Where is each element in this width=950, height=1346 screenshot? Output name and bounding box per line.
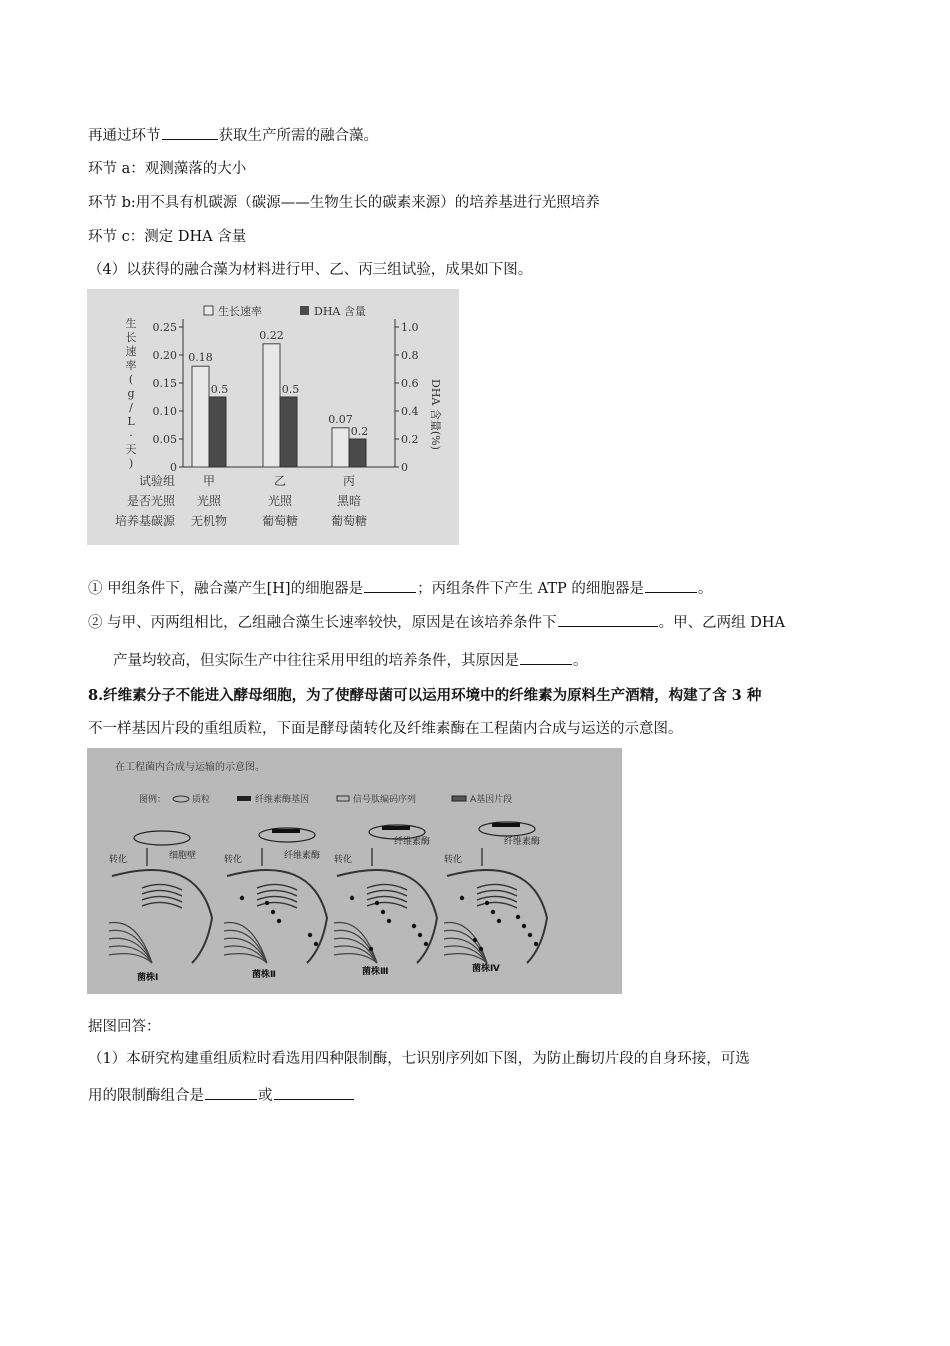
row-cell: 甲 — [202, 474, 216, 488]
bar-value-label: 0.5 — [281, 383, 300, 396]
row-header: 培养基碳源 — [114, 514, 175, 528]
arrow-label: 转化 — [109, 855, 128, 865]
row-header: 是否光照 — [126, 494, 175, 508]
text-line-sub1: （1）本研究构建重组质粒时看选用四种限制酶，七识别序列如下图，为防止酶切片段的自身环接，可选 — [88, 1051, 750, 1067]
bar-chart-figure — [87, 289, 459, 545]
answer-blank[interactable] — [645, 578, 697, 593]
text-line-8 — [113, 650, 588, 671]
enzyme-dot — [369, 947, 373, 951]
legend-item: 纤维素酶基因 — [255, 795, 310, 805]
cellulase-gene-icon — [382, 826, 410, 830]
row-cell: 光照 — [267, 494, 293, 508]
arrow-label: 转化 — [334, 855, 353, 865]
legend-item: 信号肽编码序列 — [353, 795, 417, 805]
bar-chart — [87, 289, 459, 545]
text: 或 — [258, 1088, 273, 1104]
arrow-label: 转化 — [224, 855, 243, 865]
text-line-6 — [88, 578, 712, 599]
text: ① 甲组条件下，融合藻产生[H]的细胞器是 — [88, 581, 364, 597]
enzyme-dot — [277, 919, 281, 923]
y-tick-label-right: 0.4 — [401, 405, 419, 418]
yeast-schematic-figure — [87, 748, 622, 994]
text: 产量均较高，但实际生产中往往采用甲组的培养条件，其原因是 — [113, 653, 519, 669]
y-axis-label-left-char: 长 — [125, 331, 137, 344]
bar-value-label: 0.18 — [188, 351, 213, 365]
cellulase-gene-icon — [272, 829, 300, 833]
panel-label: 菌株Ⅰ — [137, 973, 159, 983]
y-axis-label-left-char: 率 — [125, 359, 137, 372]
text-line-answer: 据图回答： — [88, 1019, 161, 1035]
question-8-line-1: 8.纤维素分子不能进入酵母细胞，为了使酵母菌可以运用环境中的纤维素为原料生产酒精，构建了含 3 种 — [88, 687, 762, 704]
enzyme-dot — [473, 938, 477, 942]
answer-blank[interactable] — [520, 650, 572, 665]
text-line-1 — [88, 125, 378, 146]
text-line-5: （4）以获得的融合藻为材料进行甲、乙、丙三组试验，成果如下图。 — [88, 262, 533, 278]
y-tick-label-left: 0.20 — [152, 349, 177, 362]
bar-value-label: 0.5 — [210, 383, 229, 396]
bar-dha-content — [280, 397, 297, 467]
text-line-4: 环节 c：测定 DHA 含量 — [88, 229, 247, 245]
panel-note: 纤维素酶 — [284, 851, 321, 861]
enzyme-dot — [240, 896, 244, 900]
row-cell: 葡萄糖 — [261, 514, 299, 528]
y-axis-label-left-char: / — [129, 401, 133, 414]
legend-label-growth: 生长速率 — [218, 305, 262, 318]
row-cell: 黑暗 — [336, 494, 362, 508]
text: ② 与甲、丙两组相比，乙组融合藻生长速率较快，原因是在该培养条件下 — [88, 615, 557, 631]
y-axis-label-left-char: ) — [128, 457, 134, 470]
panel-label: 菌株Ⅱ — [252, 970, 276, 980]
enzyme-dot — [479, 947, 483, 951]
enzyme-dot — [491, 910, 495, 914]
enzyme-dot — [308, 933, 312, 937]
legend-item: A基因片段 — [470, 795, 513, 805]
y-tick-label-right: 1.0 — [401, 321, 419, 334]
legend-item: 质粒 — [192, 795, 211, 805]
text-line-3: 环节 b:用不具有机碳源（碳源——生物生长的碳素来源）的培养基进行光照培养 — [88, 195, 600, 211]
y-tick-label-left: 0.05 — [152, 433, 177, 446]
enzyme-dot — [375, 901, 379, 905]
enzyme-dot — [460, 896, 464, 900]
enzyme-dot — [497, 919, 501, 923]
y-tick-label-right: 0.6 — [401, 377, 419, 390]
enzyme-dot — [271, 910, 275, 914]
text-line-2: 环节 a：观测藻落的大小 — [88, 161, 247, 177]
enzyme-dot — [424, 942, 428, 946]
text: 。 — [697, 581, 713, 597]
answer-blank[interactable] — [364, 578, 416, 593]
y-axis-label-left-char: 速 — [125, 345, 137, 358]
text: 用的限制酶组合是 — [88, 1088, 204, 1104]
bar-value-label: 0.2 — [350, 425, 369, 438]
y-tick-label-right: 0.8 — [401, 349, 419, 362]
bar-growth-rate — [263, 344, 280, 467]
y-tick-label-left: 0.10 — [152, 405, 177, 418]
answer-blank[interactable] — [274, 1085, 354, 1100]
text: ；丙组条件下产生 ATP 的细胞器是 — [417, 581, 644, 597]
text-line-7 — [88, 612, 785, 633]
legend-label-dha: DHA 含量 — [314, 305, 366, 318]
row-cell: 光照 — [196, 494, 222, 508]
enzyme-dot — [350, 896, 354, 900]
a-gene-legend-icon — [452, 796, 466, 801]
text: 再通过环节 — [88, 128, 161, 144]
row-cell: 葡萄糖 — [330, 514, 368, 528]
enzyme-dot — [534, 942, 538, 946]
y-axis-label-left-char: L — [127, 415, 135, 428]
bar-dha-content — [209, 397, 226, 467]
y-axis-label-left-char: · — [129, 429, 133, 442]
y-tick-label-left: 0 — [170, 461, 177, 474]
panel-note: 细胞壁 — [169, 851, 197, 861]
enzyme-dot — [418, 933, 422, 937]
answer-blank[interactable] — [205, 1085, 257, 1100]
enzyme-dot — [381, 910, 385, 914]
y-tick-label-right: 0 — [401, 461, 408, 474]
bar-dha-content — [349, 439, 366, 467]
y-axis-label-left-char: 天 — [125, 443, 137, 456]
y-tick-label-left: 0.15 — [152, 377, 177, 390]
enzyme-dot — [485, 901, 489, 905]
legend-swatch-dha — [300, 306, 309, 315]
figure-caption: 在工程菌内合成与运输的示意图。 — [115, 762, 265, 773]
row-header: 试验组 — [138, 474, 175, 488]
enzyme-dot — [522, 924, 526, 928]
enzyme-dot — [387, 919, 391, 923]
enzyme-dot — [314, 942, 318, 946]
text: 获取生产所需的融合藻。 — [218, 128, 378, 144]
text-line-sub1-cont — [88, 1085, 355, 1106]
answer-blank[interactable] — [558, 612, 658, 627]
gene-legend-icon — [237, 796, 251, 801]
legend-prefix: 图例： — [139, 795, 167, 805]
enzyme-dot — [265, 901, 269, 905]
y-tick-label-right: 0.2 — [401, 433, 419, 446]
enzyme-dot — [516, 915, 520, 919]
bar-value-label: 0.07 — [328, 412, 353, 426]
row-cell: 丙 — [342, 474, 356, 488]
yeast-schematic — [87, 748, 622, 994]
y-axis-label-right: DHA 含量(%) — [429, 379, 442, 450]
y-axis-label-left-char: g — [127, 387, 135, 400]
y-axis-label-left-char: 生 — [125, 317, 137, 330]
bar-growth-rate — [192, 366, 209, 467]
panel-note: 纤维素酶 — [504, 837, 541, 847]
y-axis-label-left-char: ( — [128, 373, 134, 386]
y-tick-label-left: 0.25 — [152, 321, 177, 334]
bar-value-label: 0.22 — [259, 328, 284, 342]
answer-blank[interactable] — [162, 125, 218, 140]
text: 。甲、乙两组 DHA — [658, 615, 785, 631]
cellulase-gene-icon — [492, 823, 520, 827]
enzyme-dot — [528, 933, 532, 937]
legend-swatch-growth — [204, 306, 213, 315]
row-cell: 乙 — [273, 474, 287, 488]
panel-label: 菌株Ⅳ — [472, 964, 500, 974]
arrow-label: 转化 — [444, 855, 463, 865]
enzyme-dot — [412, 924, 416, 928]
question-8-line-2: 不一样基因片段的重组质粒，下面是酵母菌转化及纤维素酶在工程菌内合成与运送的示意图。 — [88, 721, 683, 737]
bar-growth-rate — [332, 428, 349, 467]
row-cell: 无机物 — [190, 514, 228, 528]
panel-note: 纤维素酶 — [394, 837, 431, 847]
panel-label: 菌株Ⅲ — [362, 967, 389, 977]
text: 。 — [573, 653, 588, 669]
